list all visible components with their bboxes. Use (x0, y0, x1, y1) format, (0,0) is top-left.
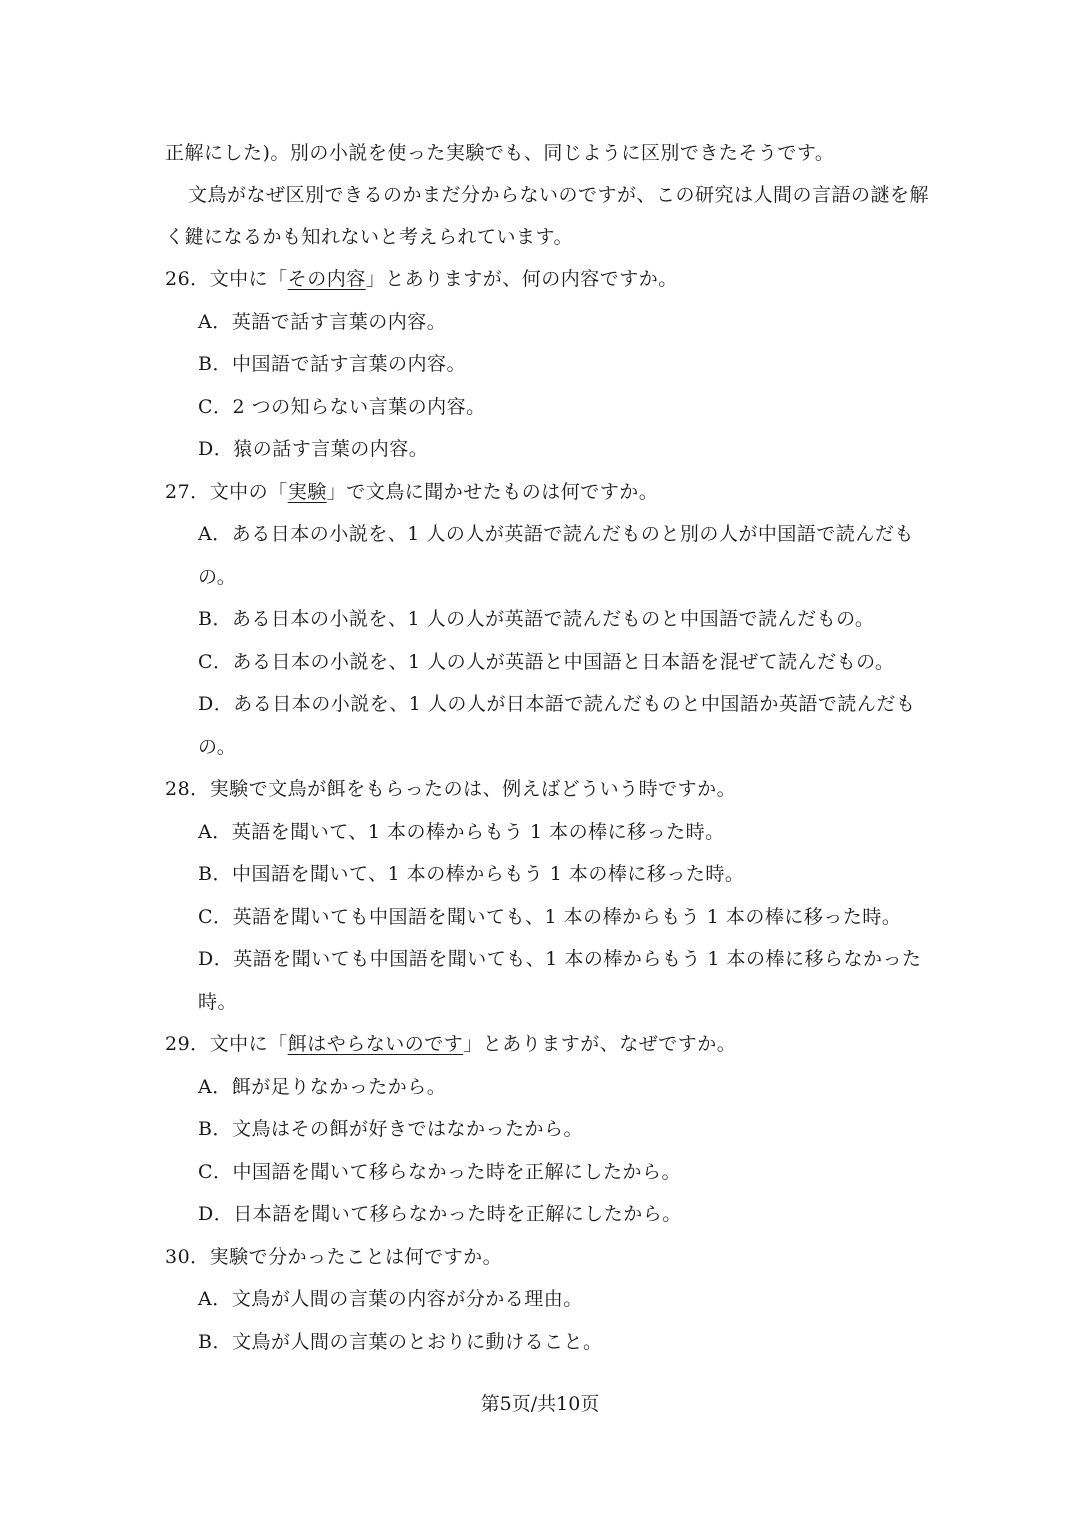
question-26-option-c: C．2 つの知らない言葉の内容。 (198, 396, 486, 418)
question-30-option-b: B．文鳥が人間の言葉のとおりに動けること。 (198, 1331, 603, 1353)
question-30-option-a: A．文鳥が人間の言葉の内容が分かる理由。 (198, 1288, 583, 1310)
question-30-stem: 30．実験で分かったことは何ですか。 (165, 1246, 503, 1268)
question-28-stem: 28．実験で文鳥が餌をもらったのは、例えばどういう時ですか。 (165, 778, 737, 800)
question-26-option-b: B．中国語で話す言葉の内容。 (198, 353, 466, 375)
question-26-stem (165, 267, 678, 291)
question-27-option-a: A．ある日本の小説を、1 人の人が英語で読んだものと別の人が中国語で読んだも (198, 523, 914, 545)
question-28-option-b: B．中国語を聞いて、1 本の棒からもう 1 本の棒に移った時。 (198, 863, 745, 885)
page-number-footer: 第5页/共10页 (480, 1393, 600, 1415)
question-28-option-d-continued: 時。 (198, 991, 238, 1013)
question-29-prefix: 29．文中に「 (165, 1033, 288, 1055)
question-28-option-a: A．英語を聞いて、1 本の棒からもう 1 本の棒に移った時。 (198, 821, 725, 843)
question-26-option-d: D．猿の話す言葉の内容。 (198, 438, 429, 460)
passage-line-1: 正解にした)。別の小説を使った実験でも、同じように区別できたそうです。 (165, 142, 835, 164)
question-29-underlined-phrase: 餌はやらないのです (287, 1033, 464, 1055)
passage-line-3: く鍵になるかも知れないと考えられています。 (165, 226, 573, 248)
question-28-option-d: D．英語を聞いても中国語を聞いても、1 本の棒からもう 1 本の棒に移らなかった (198, 948, 922, 970)
question-27-option-a-continued: の。 (198, 566, 237, 588)
question-29-suffix: 」とありますが、なぜですか。 (463, 1033, 737, 1055)
question-27-option-d: D．ある日本の小説を、1 人の人が日本語で読んだものと中国語か英語で読んだも (198, 693, 916, 715)
question-29-option-a: A．餌が足りなかったから。 (198, 1076, 447, 1098)
question-27-underlined-phrase: 実験 (287, 481, 327, 503)
question-29-option-b: B．文鳥はその餌が好きではなかったから。 (198, 1118, 583, 1140)
question-27-option-d-continued: の。 (198, 736, 237, 758)
question-27-stem (165, 480, 658, 504)
question-26-suffix: 」とありますが、何の内容ですか。 (365, 268, 678, 290)
question-28-option-c: C．英語を聞いても中国語を聞いても、1 本の棒からもう 1 本の棒に移った時。 (198, 906, 902, 928)
passage-line-2: 文鳥がなぜ区別できるのかまだ分からないのですが、この研究は人間の言語の謎を解 (188, 184, 930, 206)
question-27-prefix: 27．文中の「 (165, 481, 288, 503)
question-29-stem (165, 1032, 736, 1056)
question-27-suffix: 」で文鳥に聞かせたものは何ですか。 (326, 481, 659, 503)
question-26-prefix: 26．文中に「 (165, 268, 288, 290)
question-26-option-a: A．英語で話す言葉の内容。 (198, 311, 447, 333)
question-27-option-b: B．ある日本の小説を、1 人の人が英語で読んだものと中国語で読んだもの。 (198, 608, 875, 630)
question-29-option-c: C．中国語を聞いて移らなかった時を正解にしたから。 (198, 1161, 682, 1183)
question-27-option-c: C．ある日本の小説を、1 人の人が英語と中国語と日本語を混ぜて読んだもの。 (198, 651, 895, 673)
question-26-underlined-phrase: その内容 (287, 268, 366, 290)
question-29-option-d: D．日本語を聞いて移らなかった時を正解にしたから。 (198, 1203, 682, 1225)
